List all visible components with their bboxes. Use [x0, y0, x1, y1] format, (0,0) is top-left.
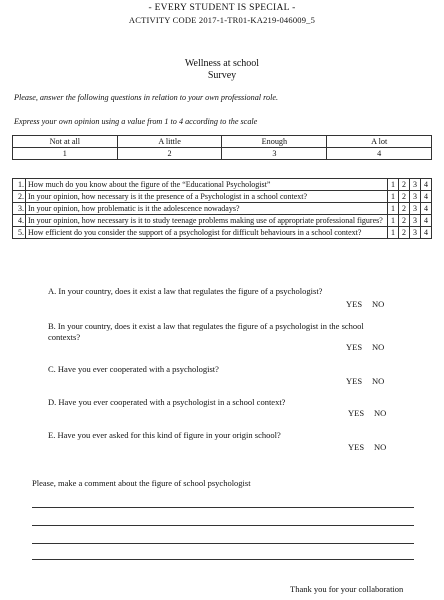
yes-option-a[interactable]: YES	[346, 299, 363, 309]
survey-subtitle: Survey	[207, 70, 237, 81]
no-option-a[interactable]: NO	[372, 299, 385, 309]
scale-table	[12, 135, 432, 160]
scale-value: 2	[117, 148, 222, 160]
question-c	[48, 364, 388, 375]
question-text: In your opinion, how problematic is it the adolescence nowadays?	[26, 203, 388, 215]
table-row	[13, 215, 432, 227]
question-text: In your country, does it exist a law that regulates the figure of a psychologist in the school contexts?	[48, 321, 364, 342]
scale-label: Enough	[222, 136, 327, 148]
yes-option-d[interactable]: YES	[348, 408, 365, 418]
comment-line[interactable]	[32, 507, 414, 508]
question-number: 5.	[13, 227, 26, 239]
comment-line[interactable]	[32, 559, 414, 560]
question-number: 1.	[13, 179, 26, 191]
rating-option-3[interactable]: 3	[410, 191, 421, 203]
rating-questions-table	[12, 178, 432, 239]
rating-option-3[interactable]: 3	[410, 215, 421, 227]
no-option-c[interactable]: NO	[372, 376, 385, 386]
thank-you-note: Thank you for your collaboration	[290, 584, 404, 594]
scale-value: 3	[222, 148, 327, 160]
question-text: How much do you know about the figure of the “Educational Psychologist”	[26, 179, 388, 191]
instruction-answer: Please, answer the following questions in relation to your own professional role.	[14, 93, 279, 102]
question-letter: E.	[48, 430, 56, 440]
question-letter: C.	[48, 364, 56, 374]
question-letter: B.	[48, 321, 56, 331]
rating-option-1[interactable]: 1	[388, 191, 399, 203]
no-option-d[interactable]: NO	[374, 408, 387, 418]
rating-option-2[interactable]: 2	[399, 203, 410, 215]
table-row	[13, 227, 432, 239]
rating-option-1[interactable]: 1	[388, 179, 399, 191]
question-text: In your country, does it exist a law that regulates the figure of a psychologist?	[58, 286, 323, 296]
rating-option-3[interactable]: 3	[410, 179, 421, 191]
yes-option-b[interactable]: YES	[346, 342, 363, 352]
question-number: 2.	[13, 191, 26, 203]
activity-code: ACTIVITY CODE 2017-1-TR01-KA219-046009_5	[128, 15, 316, 25]
question-a	[48, 286, 388, 297]
question-number: 3.	[13, 203, 26, 215]
table-row	[13, 179, 432, 191]
rating-option-4[interactable]: 4	[421, 227, 432, 239]
rating-option-4[interactable]: 4	[421, 215, 432, 227]
comment-line[interactable]	[32, 525, 414, 526]
scale-values-row	[13, 148, 432, 160]
question-text: In your opinion, how necessary is it to study teenage problems making use of appropriate professional figures?	[26, 215, 388, 227]
scale-label: A little	[117, 136, 222, 148]
rating-option-4[interactable]: 4	[421, 191, 432, 203]
survey-title: Wellness at school	[184, 58, 260, 69]
no-option-b[interactable]: NO	[372, 342, 385, 352]
scale-labels-row	[13, 136, 432, 148]
scale-value: 1	[13, 148, 118, 160]
no-option-e[interactable]: NO	[374, 442, 387, 452]
yes-option-c[interactable]: YES	[346, 376, 363, 386]
question-text: Have you ever asked for this kind of figure in your origin school?	[57, 430, 281, 440]
question-d	[48, 397, 388, 408]
table-row	[13, 191, 432, 203]
question-letter: A.	[48, 286, 57, 296]
scale-label: A lot	[327, 136, 432, 148]
rating-option-1[interactable]: 1	[388, 215, 399, 227]
rating-option-3[interactable]: 3	[410, 227, 421, 239]
rating-option-3[interactable]: 3	[410, 203, 421, 215]
question-text: In your opinion, how necessary is it the presence of a Psychologist in a school context?	[26, 191, 388, 203]
question-text: Have you ever cooperated with a psychologist in a school context?	[58, 397, 286, 407]
question-number: 4.	[13, 215, 26, 227]
comment-line[interactable]	[32, 543, 414, 544]
question-b	[48, 321, 388, 343]
yes-option-e[interactable]: YES	[348, 442, 365, 452]
question-letter: D.	[48, 397, 57, 407]
rating-option-4[interactable]: 4	[421, 203, 432, 215]
comment-prompt: Please, make a comment about the figure of school psychologist	[32, 478, 251, 488]
rating-option-2[interactable]: 2	[399, 179, 410, 191]
project-title: - EVERY STUDENT IS SPECIAL -	[148, 3, 296, 13]
rating-option-2[interactable]: 2	[399, 215, 410, 227]
rating-option-1[interactable]: 1	[388, 227, 399, 239]
rating-option-2[interactable]: 2	[399, 191, 410, 203]
instruction-scale: Express your own opinion using a value from 1 to 4 according to the scale	[14, 117, 258, 126]
table-row	[13, 203, 432, 215]
rating-option-4[interactable]: 4	[421, 179, 432, 191]
scale-value: 4	[327, 148, 432, 160]
question-text: Have you ever cooperated with a psychologist?	[57, 364, 219, 374]
rating-option-1[interactable]: 1	[388, 203, 399, 215]
scale-label: Not at all	[13, 136, 118, 148]
question-e	[48, 430, 388, 441]
question-text: How efficient do you consider the support of a psychologist for difficult behaviours in a school context?	[26, 227, 388, 239]
rating-option-2[interactable]: 2	[399, 227, 410, 239]
